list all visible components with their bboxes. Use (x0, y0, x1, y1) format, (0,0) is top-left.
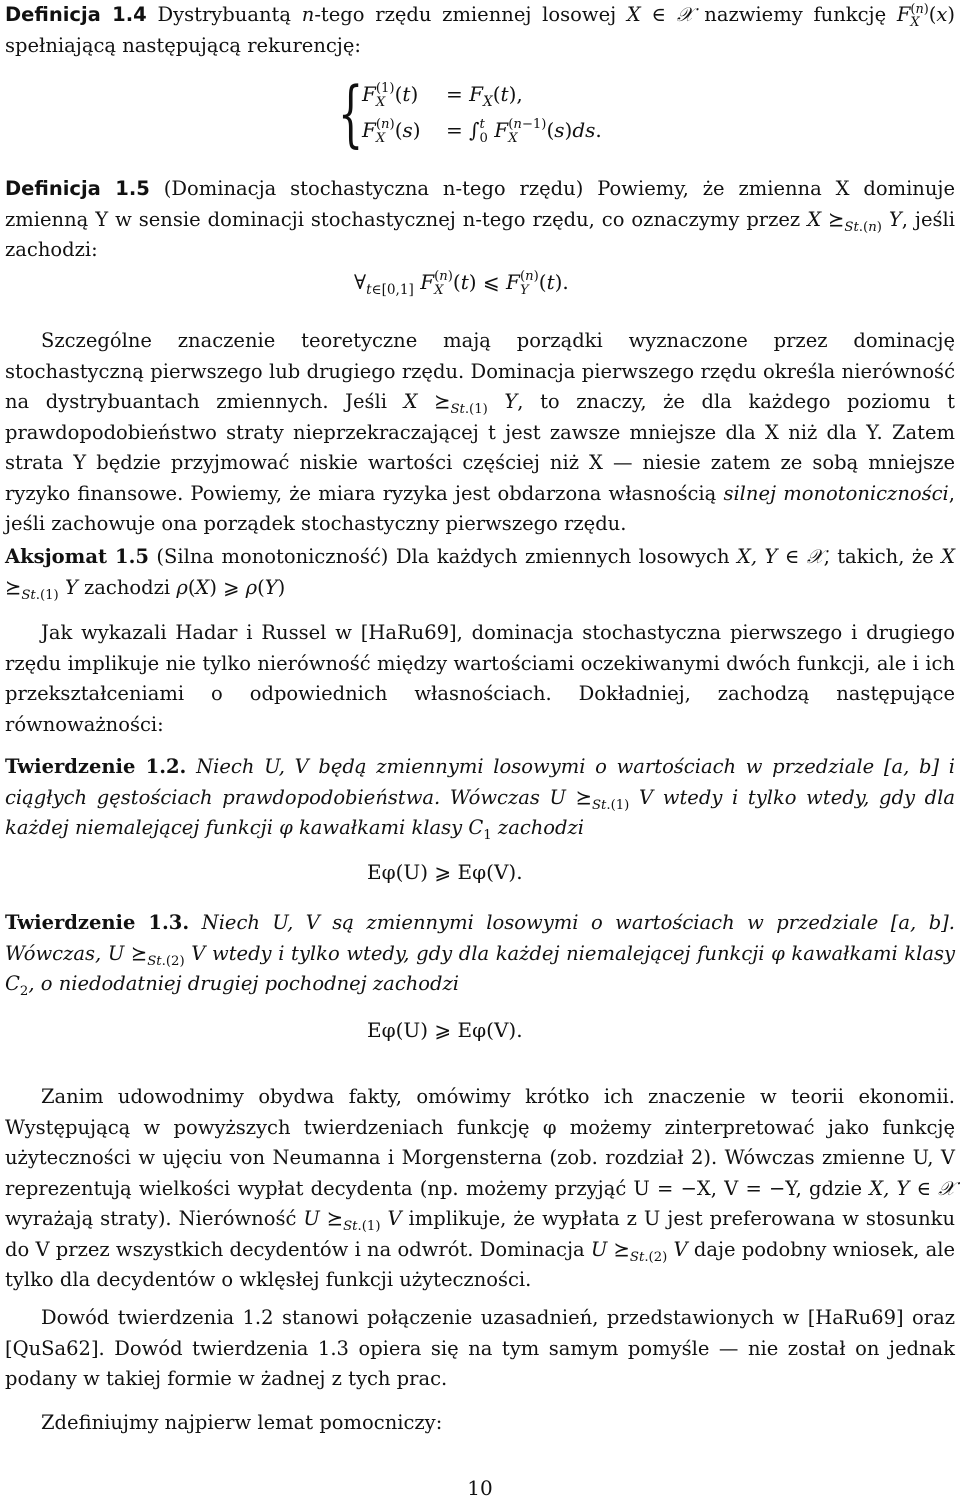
paragraph-text: Szczególne znaczenie teoretyczne mają porządki wyznaczone przez dominację stochastyczną pierwszego lub drugiego rzędu. Dominacja pierwszego rzędu określa nierówność na dystrybuantach zmiennych. (5, 329, 955, 413)
axiom-text: , takich, że (823, 545, 934, 568)
definition-title: (Dominacja stochastyczna n-tego rzędu) (163, 177, 584, 200)
theorem-text: Niech U, V są zmiennymi losowymi o wartościach w przedziale [a, b]. Wówczas, (5, 911, 955, 965)
definition-text: nazwiemy funkcję (704, 3, 887, 26)
theorem-label: Twierdzenie 1.2. (5, 755, 187, 778)
paragraph-3: Zanim udowodnimy obydwa fakty, omówimy krótko ich znaczenie w teorii ekonomii. Występującą w powyższych twierdzeniach funkcję φ możemy zinterpretować jako funkcję użyteczności w ujęciu von Neumanna i Morgensterna (zob. rozdział 2). Wówczas zmienne U, V reprezentują wielkości wypłat decydenta (np. możemy przyjąć U = −X, V = −Y, gdzie X, Y ∈ 𝒳 wyrażają straty). Nierówność U $⪰_{St.(1)}$ V implikuje, że wypłata z U jest preferowana w stosunku do V przez wszystkich decydentów i na odwrót. Dominacja U $⪰_{St.(2)}$ V daje podobny wniosek, ale tylko dla decydentów o wklęsłej funkcji użyteczności. (5, 1085, 956, 1291)
theorem-1-3: Twierdzenie 1.3. Niech U, V są zmiennymi losowymi o wartościach w przedziale [a, b]. Wówczas, U $⪰_{St.(2)}$ V wtedy i tylko wtedy, gdy dla każdej niemalejącej funkcji φ kawałkami klasy $C_2$, o niedodatniej drugiej pochodnej zachodzi (5, 911, 956, 999)
theorem-label: Twierdzenie 1.3. (5, 911, 190, 934)
paragraph-1: Szczególne znaczenie teoretyczne mają porządki wyznaczone przez dominację stochastyczną pierwszego lub drugiego rzędu. Dominacja pierwszego rzędu określa nierówność na dystrybuantach zmiennych. Jeśli X $⪰_{St.(1)}$ Y, to znaczy, że dla każdego poziomu t prawdopodobieństwo straty nieprzekraczającej t jest zawsze mniejsze dla X niż dla Y. Zatem strata Y będzie przyjmować niskie wartości częściej niż X — niesie zatem ze sobą mniejsze ryzyko finansowe. Powiemy, że miara ryzyka jest obdarzona własnością silnej monotoniczności, jeśli zachowuje ona porządek stochastyczny pierwszego rzędu. (5, 329, 955, 535)
theorem-text: wtedy i tylko wtedy, gdy dla każdej niemalejącej funkcji φ kawałkami klasy (5, 785, 955, 839)
paragraph-5 (5, 1408, 955, 1439)
paragraph-2 (5, 618, 955, 740)
page-number: 10 (467, 1476, 493, 1500)
theorem-text: , o niedodatniej drugiej pochodnej zachodzi (28, 972, 460, 995)
axiom-1-5: Aksjomat 1.5 (Silna monotoniczność) Dla każdych zmiennych losowych X, Y ∈ 𝒳, takich, że X $⪰_{St.(1)}$ Y zachodzi ρ(X) ⩾ ρ(Y) (5, 545, 956, 603)
paragraph-text: wyrażają straty). Nierówność (5, 1207, 297, 1230)
definition-text: -tego rzędu zmiennej losowej (314, 3, 617, 26)
dominance-formula: $\forall_{t\in[0,1]}$ F (n) X (t) ⩽ F (n) Y (t). (354, 269, 569, 298)
paragraph-text: to znaczy, że dla każdego poziomu t prawdopodobieństwo straty nieprzekraczającej t jest zawsze mniejsze dla X niż dla Y. Zatem strata Y będzie przyjmować niskie wartości częściej niż X — niesie zatem ze sobą mniejsze ryzyko finansowe. Powiemy, że miara ryzyka jest obdarzona własnością (5, 390, 955, 505)
paragraph-text: , jeśli zachowuje ona porządek stochastyczny pierwszego rzędu. (5, 481, 955, 535)
axiom-text: zachodzi (84, 575, 171, 599)
theorem-1-3-formula: Eφ(U) ⩾ Eφ(V). (367, 1018, 523, 1042)
recurrence-line-2: F (n) X (s) = ∫ t 0 F (n−1) X (s)ds. (362, 117, 602, 146)
recurrence-line-1: F (1) X (t) = $F_X(t)$, (362, 81, 523, 110)
axiom-label: Aksjomat 1.5 (5, 545, 149, 568)
theorem-text: zachodzi (497, 816, 585, 839)
paragraph-text: implikuje, że wypłata z U jest preferowana w stosunku do V przez wszystkich decydentów i na odwrót. Dominacja (5, 1207, 956, 1261)
definition-1-5: Definicja 1.5 (Dominacja stochastyczna n-tego rzędu) Powiemy, że zmienna X dominuje zmienną Y w sensie dominacji stochastycznej n-tego rzędu, co oznaczymy przez X $⪰_{St.(n)}$ Y, jeśli zachodzi: (5, 177, 956, 261)
definition-label: Definicja 1.5 (5, 177, 150, 200)
paragraph-text: Zdefiniujmy najpierw lemat pomocniczy: (41, 1411, 443, 1434)
theorem-1-2: Twierdzenie 1.2. Niech U, V będą zmiennymi losowymi o wartościach w przedziale [a, b] i ciągłych gęstościach prawdopodobieństwa. Wówczas U $⪰_{St.(1)}$ V wtedy i tylko wtedy, gdy dla każdej niemalejącej funkcji φ kawałkami klasy $C_1$ zachodzi (5, 755, 956, 843)
paragraph-4 (5, 1303, 955, 1395)
paragraph-text: daje podobny wniosek, ale tylko dla decydentów o wklęsłej funkcji użyteczności. (5, 1237, 956, 1291)
theorem-1-2-formula: Eφ(U) ⩾ Eφ(V). (367, 860, 523, 884)
emphasis-text: silnej monotoniczności (723, 481, 949, 505)
axiom-text: Dla każdych zmiennych losowych (395, 545, 730, 568)
theorem-text: Niech U, V będą zmiennymi losowymi o wartościach w przedziale [a, b] i ciągłych gęstościach prawdopodobieństwa. Wówczas (5, 755, 956, 809)
definition-1-4: Definicja 1.4 Dystrybuantą n-tego rzędu zmiennej losowej X ∈ 𝒳 nazwiemy funkcję F (n) X (x) spełniającą następującą rekurencję: (5, 1, 955, 57)
definition-text: spełniającą następującą rekurencję: (5, 33, 361, 57)
definition-label: Definicja 1.4 (5, 3, 147, 26)
paragraph-text: Dowód twierdzenia 1.2 stanowi połączenie uzasadnień, przedstawionych w [HaRu69] oraz [QuSa62]. Dowód twierdzenia 1.3 opiera się na tym samym pomyśle — nie został on jednak podany w takiej formie w żadnej z tych prac. (5, 1306, 955, 1390)
definition-text: jeśli zachodzi: (5, 207, 955, 261)
paragraph-text: Zanim udowodnimy obydwa fakty, omówimy krótko ich znaczenie w teorii ekonomii. Występującą w powyższych twierdzeniach funkcję φ możemy zinterpretować jako funkcję użyteczności w ujęciu von Neumanna i Morgensterna (zob. rozdział 2). Wówczas zmienne U, V reprezentują wielkości wypłat decydenta (np. możemy przyjąć U = −X, V = −Y, gdzie (5, 1085, 955, 1200)
left-brace: { (338, 71, 364, 155)
definition-text: Dystrybuantą (157, 3, 291, 26)
paragraph-text: Jak wykazali Hadar i Russel w [HaRu69], dominacja stochastyczna pierwszego i drugiego rzędu implikuje nie tylko nierówność między wartościami oczekiwanymi dwóch funkcji, ale i ich przekształceniami o odpowiednich własnościach. Dokładniej, zachodzą następujące równoważności: (5, 621, 955, 736)
axiom-title: (Silna monotoniczność) (156, 545, 389, 568)
definition-text: Powiemy, że zmienna X dominuje zmienną Y w sensie dominacji stochastycznej n-tego rzędu, co oznaczymy przez (5, 177, 956, 231)
theorem-text: wtedy i tylko wtedy, gdy dla każdej niemalejącej funkcji φ kawałkami klasy (212, 941, 956, 965)
